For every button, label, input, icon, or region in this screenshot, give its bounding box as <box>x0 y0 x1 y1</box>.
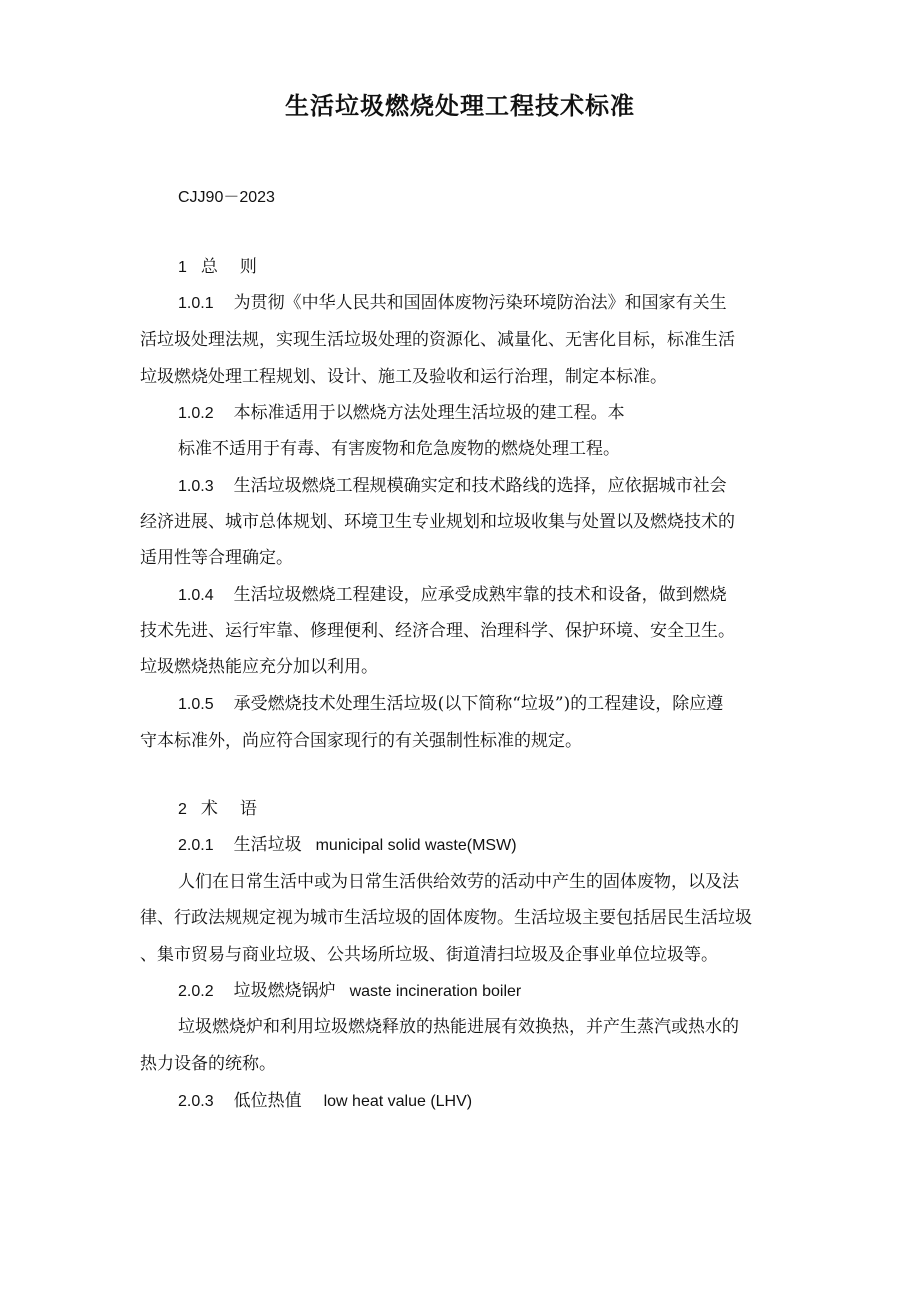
clause-number: 2.0.2 <box>178 983 214 1000</box>
clause-number: 2.0.3 <box>178 1093 214 1110</box>
paragraph-line: 垃圾燃烧热能应充分加以利用。 <box>140 657 378 677</box>
paragraph-line: 律、行政法规规定视为城市生活垃圾的固体废物。生活垃圾主要包括居民生活垃圾 <box>140 908 752 928</box>
paragraph-line: 活垃圾处理法规，实现生活垃圾处理的资源化、减量化、无害化目标，标准生活 <box>140 330 735 350</box>
term-name: 生活垃圾 <box>233 835 302 855</box>
term-english: municipal solid waste(MSW) <box>315 837 517 854</box>
clause-number: 1.0.5 <box>178 696 214 713</box>
clause-1-0-3-line <box>178 475 727 498</box>
chapter-1-heading <box>178 256 257 279</box>
clause-text: 生活垃圾燃烧工程规模确实定和技术路线的选择，应依据城市社会 <box>233 476 727 496</box>
paragraph-line: 人们在日常生活中或为日常生活供给效劳的活动中产生的固体废物，以及法 <box>178 872 739 892</box>
chapter-number: 1 <box>178 259 187 276</box>
clause-1-0-2-line <box>178 402 625 425</box>
paragraph-line: 标准不适用于有毒、有害废物和危急废物的燃烧处理工程。 <box>178 439 620 459</box>
term-2-0-2-line <box>178 980 521 1003</box>
term-2-0-3-line <box>178 1090 472 1113</box>
clause-number: 1.0.2 <box>178 405 214 422</box>
term-name: 垃圾燃烧锅炉 <box>233 981 336 1001</box>
clause-number: 1.0.1 <box>178 295 214 312</box>
chapter-title-part: 则 <box>239 257 257 277</box>
chapter-title-part: 总 <box>200 257 218 277</box>
clause-1-0-5-line <box>178 693 723 716</box>
paragraph-line: 技术先进、运行牢靠、修理便利、经济合理、治理科学、保护环境、安全卫生。 <box>140 621 735 641</box>
term-english: waste incineration boiler <box>349 983 522 1000</box>
clause-number: 1.0.4 <box>178 587 214 604</box>
paragraph-line: 垃圾燃烧炉和利用垃圾燃烧释放的热能进展有效换热，并产生蒸汽或热水的 <box>178 1017 739 1037</box>
clause-text: 生活垃圾燃烧工程建设，应承受成熟牢靠的技术和设备，做到燃烧 <box>233 585 727 605</box>
paragraph-line: 垃圾燃烧处理工程规划、设计、施工及验收和运行治理，制定本标准。 <box>140 367 667 387</box>
term-english: low heat value (LHV) <box>323 1093 473 1110</box>
chapter-title-part: 术 <box>200 799 218 819</box>
chapter-number: 2 <box>178 801 187 818</box>
term-2-0-1-line <box>178 834 517 857</box>
clause-1-0-1-line <box>178 292 727 315</box>
paragraph-line: 热力设备的统称。 <box>140 1054 276 1074</box>
clause-text: 承受燃烧技术处理生活垃圾(以下简称“垃圾”)的工程建设，除应遵 <box>233 694 724 714</box>
document-title: 生活垃圾燃烧处理工程技术标准 <box>285 92 635 120</box>
standard-code: CJJ90－2023 <box>178 189 275 206</box>
paragraph-line: 经济进展、城市总体规划、环境卫生专业规划和垃圾收集与处置以及燃烧技术的 <box>140 512 735 532</box>
paragraph-line: 、集市贸易与商业垃圾、公共场所垃圾、街道清扫垃圾及企事业单位垃圾等。 <box>140 945 718 965</box>
chapter-title-part: 语 <box>239 799 257 819</box>
clause-text: 本标准适用于以燃烧方法处理生活垃圾的建工程。本 <box>233 403 625 423</box>
paragraph-line: 守本标准外，尚应符合国家现行的有关强制性标准的规定。 <box>140 731 582 751</box>
clause-number: 2.0.1 <box>178 837 214 854</box>
clause-1-0-4-line <box>178 584 727 607</box>
paragraph-line: 适用性等合理确定。 <box>140 548 293 568</box>
chapter-2-heading <box>178 798 257 821</box>
clause-text: 为贯彻《中华人民共和国固体废物污染环境防治法》和国家有关生 <box>233 293 727 313</box>
term-name: 低位热值 <box>233 1091 302 1111</box>
clause-number: 1.0.3 <box>178 478 214 495</box>
